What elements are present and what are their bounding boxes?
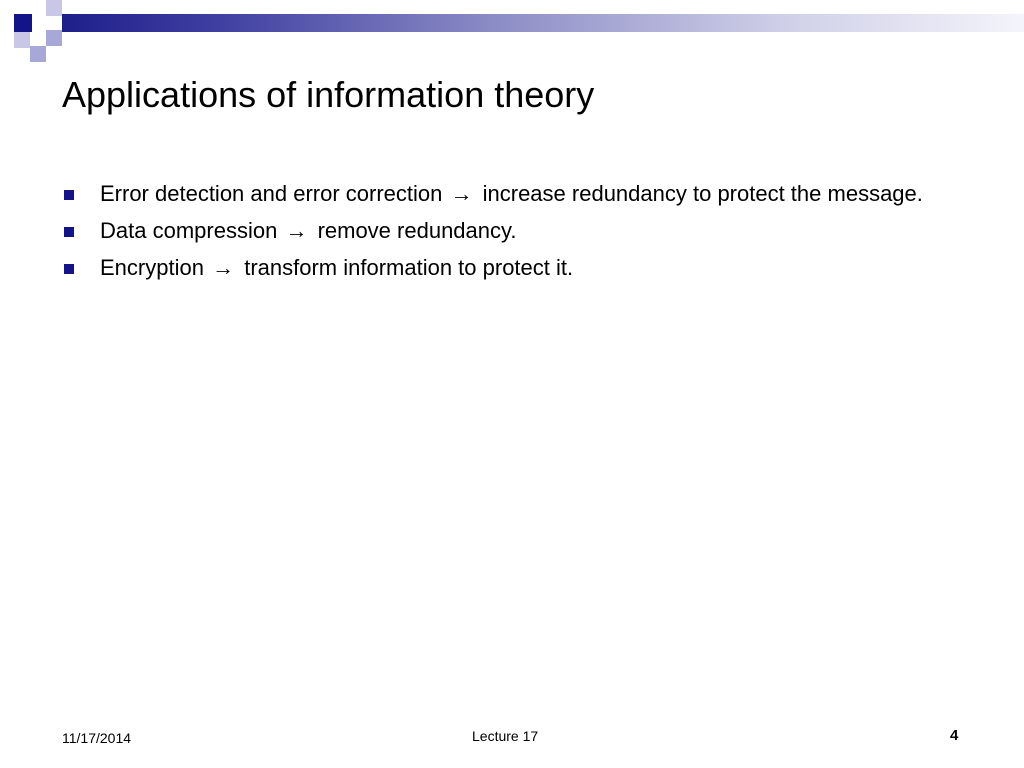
square-bullet-icon xyxy=(64,264,74,274)
arrow-right-icon: → xyxy=(212,255,235,280)
bullet-description: remove redundancy. xyxy=(317,218,517,243)
decor-square xyxy=(32,14,46,28)
decor-square xyxy=(46,30,62,46)
arrow-right-icon: → xyxy=(450,181,473,206)
footer-lecture-label: Lecture 17 xyxy=(472,728,539,744)
bullet-item xyxy=(62,252,962,284)
slide-number: 4 xyxy=(950,727,959,744)
bullet-item xyxy=(62,215,962,247)
bullet-item xyxy=(62,178,962,210)
header-decoration xyxy=(0,0,1024,64)
bullet-list xyxy=(62,178,962,289)
bullet-term: Error detection and error correction xyxy=(100,181,443,206)
header-gradient-bar xyxy=(62,14,1024,32)
decor-square xyxy=(14,32,30,48)
bullet-description: increase redundancy to protect the message. xyxy=(482,181,923,206)
decor-square xyxy=(14,14,32,32)
slide-title: Applications of information theory xyxy=(62,74,595,115)
arrow-right-icon: → xyxy=(285,218,308,243)
decor-square xyxy=(30,46,46,62)
decor-square xyxy=(46,0,62,16)
footer-date: 11/17/2014 xyxy=(62,730,132,746)
square-bullet-icon xyxy=(64,227,74,237)
bullet-description: transform information to protect it. xyxy=(244,255,574,280)
square-bullet-icon xyxy=(64,190,74,200)
bullet-term: Encryption xyxy=(100,255,204,280)
bullet-term: Data compression xyxy=(100,218,278,243)
